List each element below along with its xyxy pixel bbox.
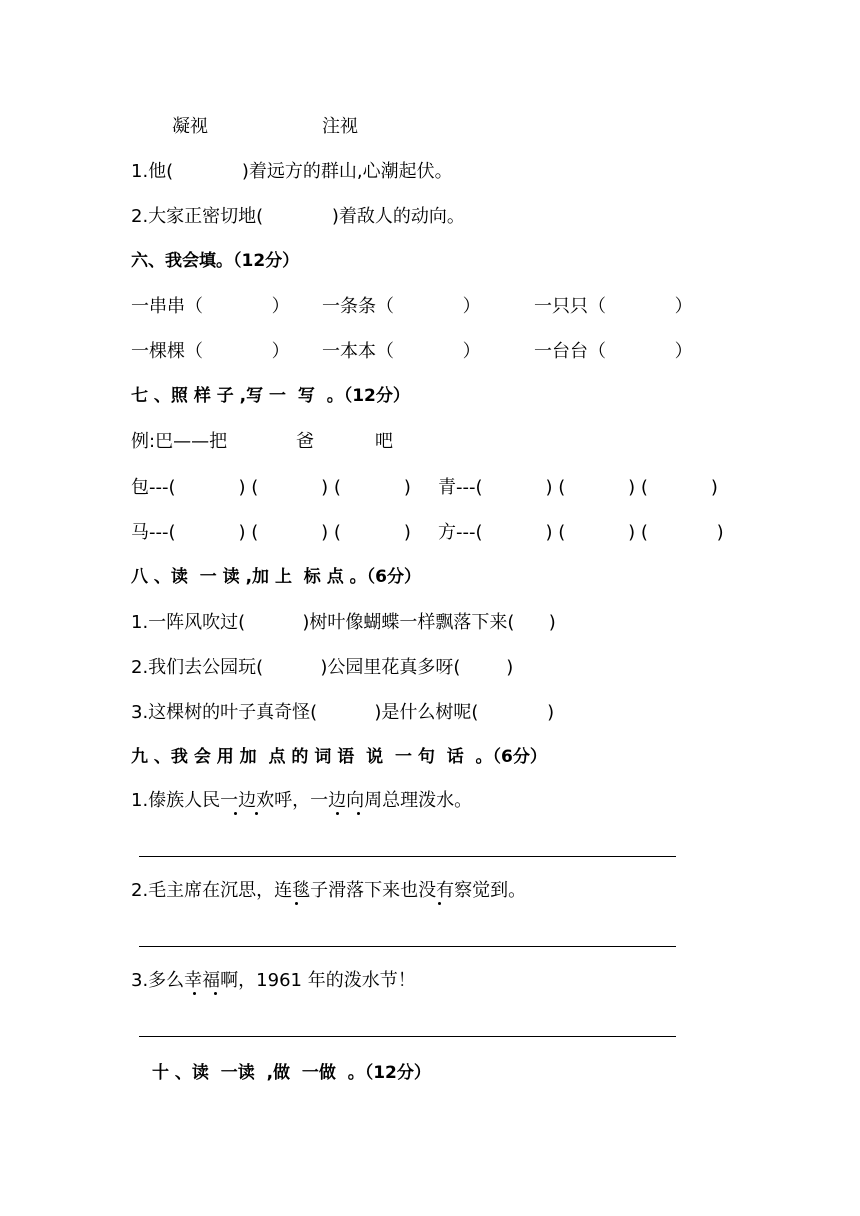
char-row: 包---( ) ( ) ( ) xyxy=(131,477,411,498)
emphasis-dot xyxy=(255,812,258,815)
section-heading: 七 、照 样 子 ,写 一 写 。（12分） xyxy=(131,386,410,406)
char-row: 青---( ) ( ) ( ) xyxy=(438,477,718,498)
emphasis-dot xyxy=(295,902,298,905)
answer-line[interactable] xyxy=(139,856,676,857)
sentence-item: 2.毛主席在沉思，连毯子滑落下来也没有察觉到。 xyxy=(131,880,527,901)
word-option-2: 注视 xyxy=(322,116,358,137)
emphasis-dot xyxy=(336,812,339,815)
sentence-item: 3.多么幸福啊，1961 年的泼水节！ xyxy=(131,970,416,991)
example-text: 例:巴——把 xyxy=(131,431,228,452)
char-row: 马---( ) ( ) ( ) xyxy=(131,522,411,543)
fill-item: 一只只（ ） xyxy=(534,296,693,317)
punctuation-item: 3.这棵树的叶子真奇怪( )是什么树呢( ) xyxy=(131,702,555,723)
emphasis-dot xyxy=(193,992,196,995)
section-heading: 八 、读 一 读 ,加 上 标 点 。（6分） xyxy=(131,567,421,587)
emphasis-dot xyxy=(357,812,360,815)
punctuation-item: 2.我们去公园玩( )公园里花真多呀( ) xyxy=(131,657,514,678)
fill-item: 一串串（ ） xyxy=(131,296,290,317)
example-text: 吧 xyxy=(375,431,393,452)
word-option-1: 凝视 xyxy=(172,116,208,137)
punctuation-item: 1.一阵风吹过( )树叶像蝴蝶一样飘落下来( ) xyxy=(131,612,556,633)
emphasis-dot xyxy=(438,902,441,905)
example-text: 爸 xyxy=(296,431,314,452)
fill-item: 一条条（ ） xyxy=(322,296,481,317)
question-line: 2.大家正密切地( )着敌人的动向。 xyxy=(131,206,465,227)
emphasis-dot xyxy=(214,992,217,995)
fill-item: 一台台（ ） xyxy=(534,341,693,362)
fill-item: 一本本（ ） xyxy=(322,341,481,362)
answer-line[interactable] xyxy=(139,1036,676,1037)
section-heading: 十 、读 一读 ,做 一做 。（12分） xyxy=(152,1063,431,1083)
answer-line[interactable] xyxy=(139,946,676,947)
emphasis-dot xyxy=(234,812,237,815)
section-heading: 九 、我 会 用 加 点 的 词 语 说 一 句 话 。（6分） xyxy=(131,747,547,767)
sentence-item: 1.傣族人民一边欢呼，一边向周总理泼水。 xyxy=(131,790,473,811)
section-heading: 六、我会填。（12分） xyxy=(131,251,300,271)
char-row: 方---( ) ( ) ( ) xyxy=(438,522,724,543)
question-line: 1.他( )着远方的群山,心潮起伏。 xyxy=(131,161,453,182)
fill-item: 一棵棵（ ） xyxy=(131,341,290,362)
